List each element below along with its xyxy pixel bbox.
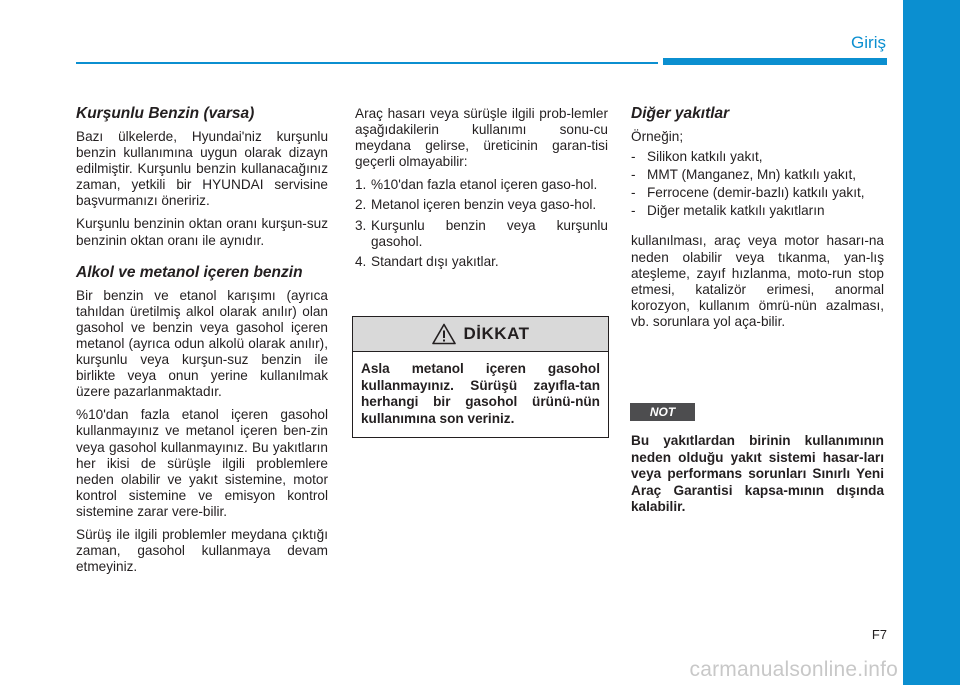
heading-other-fuels: Diğer yakıtlar bbox=[631, 105, 730, 122]
heading-alcohol-methanol: Alkol ve metanol içeren benzin bbox=[76, 263, 303, 281]
list-text: Diğer metalik katkılı yakıtların bbox=[647, 203, 825, 219]
list-dash: - bbox=[631, 185, 636, 201]
list-item bbox=[631, 185, 884, 201]
list-item bbox=[631, 167, 884, 183]
paragraph: Araç hasarı veya sürüşle ilgili prob-lemler aşağıdakilerin kullanımı sonu-cu meydana gelirse, üreticinin garan-tisi geçerli olmayabilir: bbox=[355, 106, 608, 170]
page-number: F7 bbox=[871, 627, 887, 642]
paragraph: Sürüş ile ilgili problemler meydana çıktığı zaman, gasohol kullanmaya devam etmeyiniz. bbox=[76, 526, 328, 575]
heading-leaded-fuel: Kurşunlu Benzin (varsa) bbox=[76, 105, 255, 122]
list-text: Silikon katkılı yakıt, bbox=[647, 149, 763, 165]
column-middle bbox=[355, 106, 608, 277]
caution-box bbox=[352, 316, 609, 438]
paragraph: Bazı ülkelerde, Hyundai'niz kurşunlu benzin kullanımına uygun olarak dizayn edilmiştir. Kurşunlu benzin kullanacağınız zaman, yetkili bir HYUNDAI servisine başvurmanızı öneririz. bbox=[76, 129, 328, 209]
dash-list bbox=[631, 149, 884, 219]
list-number: 4. bbox=[355, 253, 367, 269]
paragraph: Kurşunlu benzinin oktan oranı kurşun-suz benzinin oktan oranı ile aynıdır. bbox=[76, 216, 328, 248]
paragraph: Örneğin; bbox=[631, 129, 684, 144]
list-item bbox=[355, 177, 608, 193]
column-left bbox=[76, 104, 328, 582]
warning-triangle-icon bbox=[432, 323, 456, 345]
list-item bbox=[631, 203, 884, 219]
list-text: Kurşunlu benzin veya kurşunlu gasohol. bbox=[371, 217, 608, 249]
header-rule bbox=[76, 62, 658, 64]
caution-text: Asla metanol içeren gasohol kullanmayınız. Sürüşü zayıfla-tan herhangi bir gasohol ürünü-nün kullanımına son veriniz. bbox=[361, 361, 600, 426]
list-text: %10'dan fazla etanol içeren gaso-hol. bbox=[371, 177, 598, 193]
chapter-side-tab bbox=[903, 0, 960, 685]
list-text: Standart dışı yakıtlar. bbox=[371, 253, 499, 269]
header-rule-accent bbox=[663, 58, 887, 65]
list-item bbox=[631, 149, 884, 165]
list-item bbox=[355, 218, 608, 250]
watermark: carmanualsonline.info bbox=[689, 658, 898, 681]
paragraph: kullanılması, araç veya motor hasarı-na neden olabilir veya tıkanma, yan-lış ateşleme, zayıf hızlanma, moto-run stop etmesi, katalizör erimesi, anormal korozyon, kullanım ömrü-nün azalması, vb. sorunlara yol aça-bilir. bbox=[631, 233, 884, 329]
list-text: Ferrocene (demir-bazlı) katkılı yakıt, bbox=[647, 185, 865, 201]
list-number: 3. bbox=[355, 217, 367, 233]
paragraph: %10'dan fazla etanol içeren gasohol kullanmayınız ve metanol içeren ben-zin veya gasohol kullanmayınız. Bu yakıtların her ikisi de sürüşle ilgili problemlere neden olabilir ve yakıt sistemine, motor kontrol sistemine ve emisyon kontrol sistemine zarar vere-bilir. bbox=[76, 407, 328, 519]
list-dash: - bbox=[631, 167, 636, 183]
numbered-list bbox=[355, 177, 608, 269]
list-number: 2. bbox=[355, 197, 367, 213]
list-item bbox=[355, 197, 608, 213]
note-badge: NOT bbox=[630, 403, 695, 421]
list-number: 1. bbox=[355, 177, 367, 193]
section-title: Giriş bbox=[851, 33, 886, 52]
paragraph: Bir benzin ve etanol karışımı (ayrıca tahıldan üretilmiş alkol olarak anılır) olan gasohol ve benzin veya gasohol içeren metanol (ayrıca odun alkolü olarak anılır), kurşunlu veya kurşun-suz benzin ile birlikte veya onun yerine kullanılmak üzere pazarlanmaktadır. bbox=[76, 287, 328, 400]
list-item bbox=[355, 254, 608, 270]
caution-header bbox=[353, 317, 608, 352]
caution-title: DİKKAT bbox=[463, 324, 530, 343]
list-dash: - bbox=[631, 149, 636, 165]
list-text: Metanol içeren benzin veya gaso-hol. bbox=[371, 197, 597, 213]
note-text: Bu yakıtlardan birinin kullanımının neden olduğu yakıt sistemi hasar-ları veya performans sorunları Sınırlı Yeni Araç Garantisi kapsa-mının dışında kalabilir. bbox=[631, 433, 884, 514]
list-dash: - bbox=[631, 203, 636, 219]
column-right bbox=[631, 104, 884, 337]
list-text: MMT (Manganez, Mn) katkılı yakıt, bbox=[647, 167, 856, 183]
